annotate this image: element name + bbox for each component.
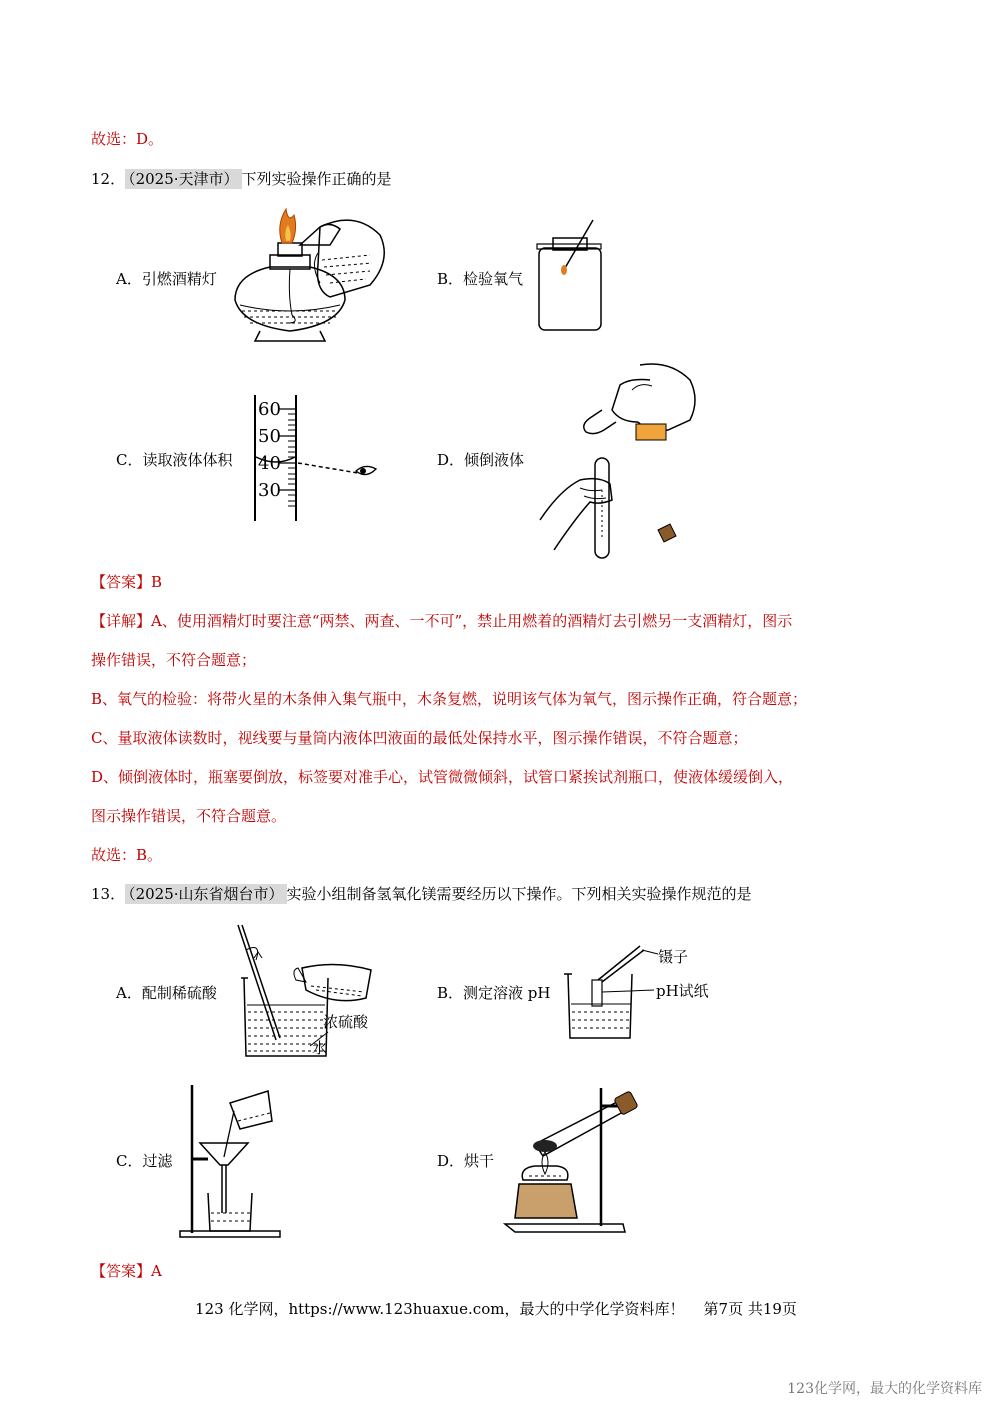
dilute-acid-figure bbox=[236, 920, 386, 1060]
q13-option-a: A．配制稀硫酸 bbox=[116, 984, 217, 1002]
drying-figure bbox=[505, 1088, 655, 1238]
q13-source: （2025·山东省烟台市） bbox=[125, 884, 286, 904]
q12-option-b: B．检验氧气 bbox=[437, 270, 524, 288]
q13-answer: 【答案】A bbox=[91, 1262, 162, 1280]
q12-detail-line-5: D、倾倒液体时，瓶塞要倒放，标签要对准手心，试管微微倾斜，试管口紧挨试剂瓶口，使液体缓缓倒入， bbox=[91, 768, 794, 786]
ph-test-figure bbox=[562, 942, 722, 1042]
page-number: 第7页 共19页 bbox=[703, 1300, 797, 1318]
q13-option-c: C．过滤 bbox=[116, 1152, 173, 1170]
tweezers-label: 镊子 bbox=[658, 948, 689, 966]
tick-label-50: 50 bbox=[258, 426, 281, 447]
tick-label-40: 40 bbox=[258, 453, 281, 474]
q12-conclusion: 故选：B。 bbox=[91, 846, 163, 864]
graduated-cylinder-figure bbox=[250, 393, 390, 523]
q12-answer: 【答案】B bbox=[91, 573, 163, 591]
q13-stem-text: 实验小组制备氢氧化镁需要经历以下操作。下列相关实验操作规范的是 bbox=[286, 885, 752, 903]
q12-option-d: D．倾倒液体 bbox=[437, 451, 525, 469]
gas-bottle-figure bbox=[535, 218, 605, 336]
q12-detail-line-6: 图示操作错误，不符合题意。 bbox=[91, 807, 287, 825]
tick-label-60: 60 bbox=[258, 399, 281, 420]
ph-paper-label: pH试纸 bbox=[656, 982, 709, 1000]
q13-option-b: B．测定溶液 pH bbox=[437, 984, 551, 1002]
q12-option-a: A．引燃酒精灯 bbox=[116, 270, 217, 288]
page-footer bbox=[0, 1298, 992, 1319]
water-label: 水 bbox=[312, 1039, 328, 1057]
prev-conclusion: 故选：D。 bbox=[91, 130, 164, 148]
q12-detail-line-1: 【详解】A、使用酒精灯时要注意“两禁、两查、一不可”，禁止用燃着的酒精灯去引燃另一支酒精灯，图示 bbox=[91, 612, 793, 630]
q12-detail-line-4: C、量取液体读数时，视线要与量筒内液体凹液面的最低处保持水平，图示操作错误，不符合题意； bbox=[91, 729, 748, 747]
q12-detail-line-3: B、氧气的检验：将带火星的木条伸入集气瓶中，木条复燃，说明该气体为氧气，图示操作正确，符合题意； bbox=[91, 690, 808, 708]
q13-stem bbox=[91, 884, 752, 904]
q12-source: （2025·天津市） bbox=[125, 169, 241, 189]
tick-label-30: 30 bbox=[258, 480, 281, 501]
q12-stem-text: 下列实验操作正确的是 bbox=[241, 170, 392, 188]
filtration-figure bbox=[178, 1085, 288, 1240]
alcohol-lamp-figure bbox=[230, 205, 395, 345]
q12-option-c: C．读取液体体积 bbox=[116, 451, 233, 469]
q13-number: 13． bbox=[91, 885, 126, 903]
q12-detail-line-2: 操作错误，不符合题意； bbox=[91, 651, 257, 669]
watermark: 123化学网，最大的化学资料库 bbox=[787, 1381, 982, 1397]
conc-acid-label: 浓硫酸 bbox=[323, 1013, 369, 1031]
footer-text: 123 化学网，https://www.123huaxue.com，最大的中学化学资料库！ bbox=[195, 1300, 685, 1318]
q13-option-d: D．烘干 bbox=[437, 1152, 495, 1170]
q12-number: 12． bbox=[91, 170, 126, 188]
q12-stem bbox=[91, 169, 392, 189]
pouring-liquid-figure bbox=[540, 360, 720, 550]
